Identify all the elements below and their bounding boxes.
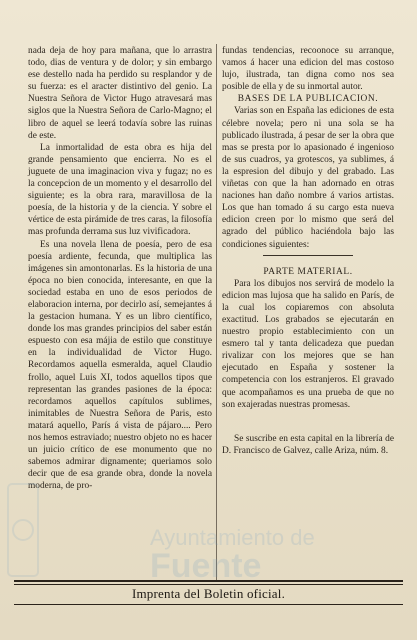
archive-watermark <box>150 525 410 585</box>
subscription-paragraph: Se suscribe en esta capital en la librería de D. Francisco de Galvez, calle Ariza, núm. 8. <box>222 433 394 456</box>
heading-parte-material: PARTE MATERIAL. <box>263 266 353 277</box>
column-divider <box>216 44 217 582</box>
library-seal <box>4 480 42 580</box>
left-paragraph-2: La inmortalidad de esta obra es hija del grande pensamiento que encierra. No es el juguete de una imaginacion viva y fugaz; no es la concepcion de un momento y el desarrollo del siguiente; es la obra rara, maravillosa de la poesía, de la historia y de la ciencia. Y sobre el vértice de esta pirámide de tres caras, la filosofía mas profunda derrama sus luz vivificadora. <box>28 142 212 238</box>
watermark-line-2: Fuente <box>150 547 262 585</box>
watermark-line-1: Ayuntamiento de <box>150 525 315 550</box>
heading-bases: BASES DE LA PUBLICACION. <box>237 94 379 105</box>
footer-rule-top <box>14 580 403 582</box>
section-rule <box>263 255 353 256</box>
left-paragraph-3: Es una novela llena de poesía, pero de esa poesía ardiente, fecunda, que multiplica las imágenes sin amontonarlas. Es la historia de una época no bien conocida, interesante, en que la sociedad estaba en uno de esos periodos de elaboracion interna, por decirlo así, semejantes á la gestacion humana. Y es un libro científico, donde los mas grandes principios del saber están espuesto con esa májia de estilo que constituye en la individualidad de Victor Hugo. Recordamos aquella esmeralda, aquel Claudio frollo, aquel Luis XI, todos aquellos tipos que representan las grandes pasiones de la época: recordamos aquellos capítulos sublimes, inimitables de Nuestra Señora de Paris, esto matará aquello, París á vista de pájaro.... Pero nos hemos estraviado; nuestro objeto no es hacer un juicio crítico de ese monumento que no sabemos admirar dignamente; queriamos solo decir que de esa grande obra, donde la novela moderna, de pro- <box>28 239 212 492</box>
printer-imprint: Imprenta del Boletin oficial. <box>131 586 286 601</box>
footer-rule-bottom <box>14 604 403 605</box>
bases-paragraph: Varias son en España las ediciones de esta célebre novela; pero ni una sola se ha publicado ilustrada, á pesar de ser la obra que mas se presta por lo apasionado é ingenioso de sus cuadros, ya grotescos, ya sublimes, á la espresion del dibujo y del grabado. Las viñetas con que la han adornado en otras naciones han daño nombre á varios artistas. Los que han tomado á su cargo esta nueva edicion creen por lo mismo que será del agrado del público haciéndola bajo las condiciones siguientes: <box>222 106 394 250</box>
left-paragraph-1: nada deja de hoy para mañana, que lo arrastra todo, dias de ventura y de dolor; y sin embargo ese destello nada ha perdido su resplandor y de su fuerza: es el aracter distintivo del genio. La Nuestra Señora de Victor Hugo atravesará mas siglos que la Nuestra Señora de Carlo-Magno; el libro de aquel se leerá todavía sobre las ruinas de este. <box>28 46 212 141</box>
material-paragraph: Para los dibujos nos servirá de modelo la edicion mas lujosa que ha salido en París, de la cual los copiaremos con absoluta exactitud. Los grabados se ejecutarán en nuestro propio establecimiento con un esmero tal y tanta delicadeza que puedan rivalizar con los mejores que se han ejecutado en España y sostener la competencia con los estranjeros. El gravado que acompañamos es una prueba de que no son exajeradas nuestras promesas. <box>222 278 394 410</box>
left-column <box>28 45 212 492</box>
right-column <box>222 45 394 457</box>
section-gap <box>222 411 394 433</box>
right-intro: fundas tendencias, recoonoce su arranque, vamos á hacer una edicion del mas costoso lujo, ilustrada, tan digna como nos sea posible de ella y de su inmortal autor. <box>222 46 394 93</box>
